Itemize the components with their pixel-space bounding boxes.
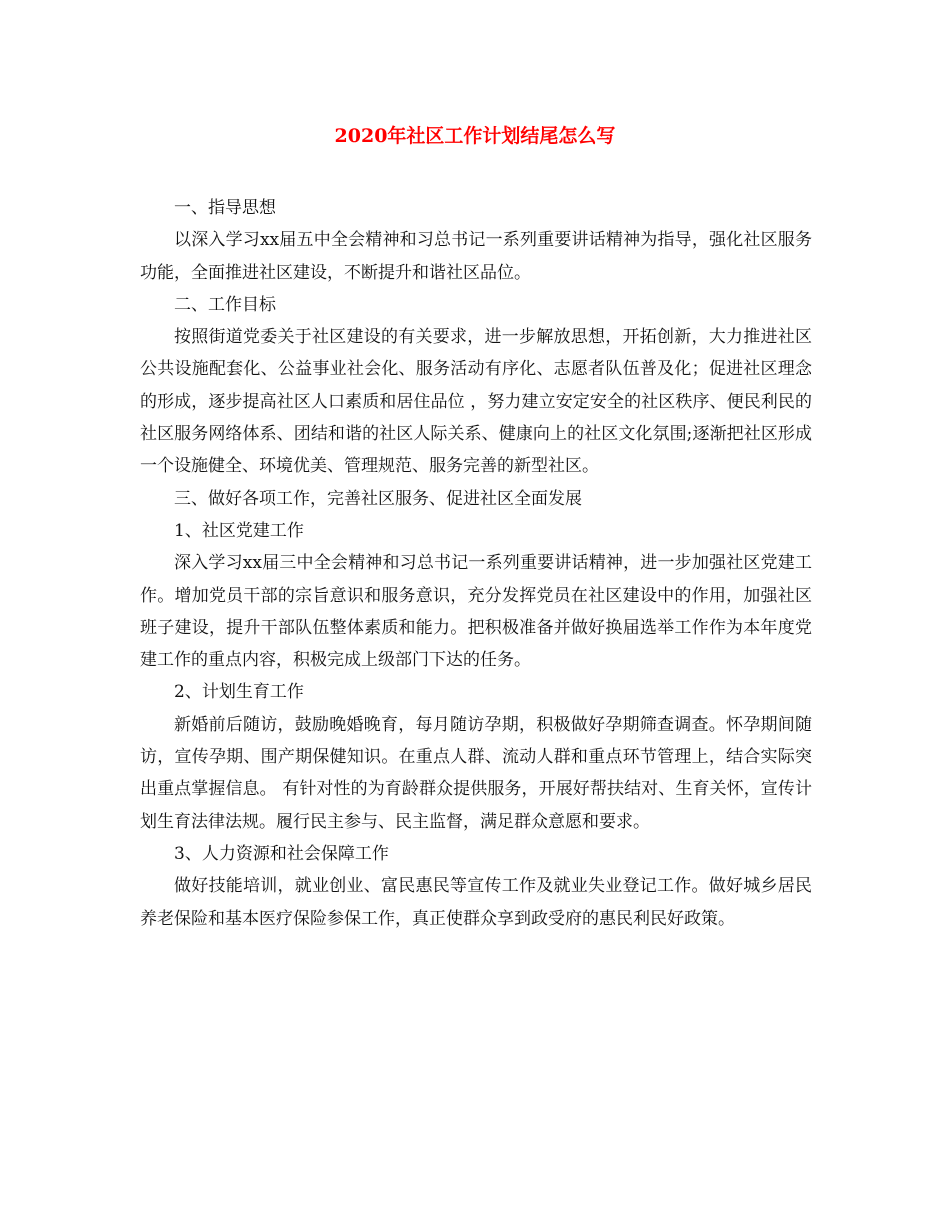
paragraph-work-goals: 按照街道党委关于社区建设的有关要求，进一步解放思想，开拓创新，大力推进社区公共设施配套化、公益事业社会化、服务活动有序化、志愿者队伍普及化；促进社区理念的形成，逐步提高社区人口素质和居住品位 ，努力建立安定安全的社区秩序、便民利民的社区服务网络体系、团结和谐的社区人际关系、健康向上的社区文化氛围;逐渐把社区形成一个设施健全、环境优美、管理规范、服务完善的新型社区。 — [140, 327, 812, 477]
subheading-social-security: 3、人力资源和社会保障工作 — [174, 843, 389, 864]
paragraph-party-building: 深入学习xx届三中全会精神和习总书记一系列重要讲话精神，进一步加强社区党建工作。增加党员干部的宗旨意识和服务意识，充分发挥党员在社区建设中的作用，加强社区班子建设，提升干部队伍整体素质和能力。把积极准备并做好换届选举工作作为本年度党建工作的重点内容，积极完成上级部门下达的任务。 — [140, 553, 812, 671]
paragraph-family-planning: 新婚前后随访，鼓励晚婚晚育，每月随访孕期，积极做好孕期筛查调查。怀孕期间随访，宣传孕期、围产期保健知识。在重点人群、流动人群和重点环节管理上，结合实际突出重点掌握信息。 有针对性的为育龄群众提供服务，开展好帮扶结对、生育关怀，宣传计划生育法律法规。履行民主参与、民主监督，满足群众意愿和要求。 — [140, 714, 812, 832]
document-body — [140, 192, 812, 935]
heading-work-goals: 二、工作目标 — [174, 294, 276, 315]
paragraph-social-security: 做好技能培训，就业创业、富民惠民等宣传工作及就业失业登记工作。做好城乡居民养老保险和基本医疗保险参保工作，真正使群众享到政受府的惠民利民好政策。 — [140, 876, 812, 929]
paragraph-guiding-ideology: 以深入学习xx届五中全会精神和习总书记一系列重要讲话精神为指导，强化社区服务功能，全面推进社区建设，不断提升和谐社区品位。 — [140, 230, 812, 283]
heading-work-items: 三、做好各项工作，完善社区服务、促进社区全面发展 — [174, 488, 582, 509]
heading-guiding-ideology: 一、指导思想 — [174, 198, 276, 218]
subheading-family-planning: 2、计划生育工作 — [174, 682, 304, 703]
subheading-party-building: 1、社区党建工作 — [174, 520, 304, 541]
document-title: 2020年社区工作计划结尾怎么写 — [334, 125, 616, 147]
